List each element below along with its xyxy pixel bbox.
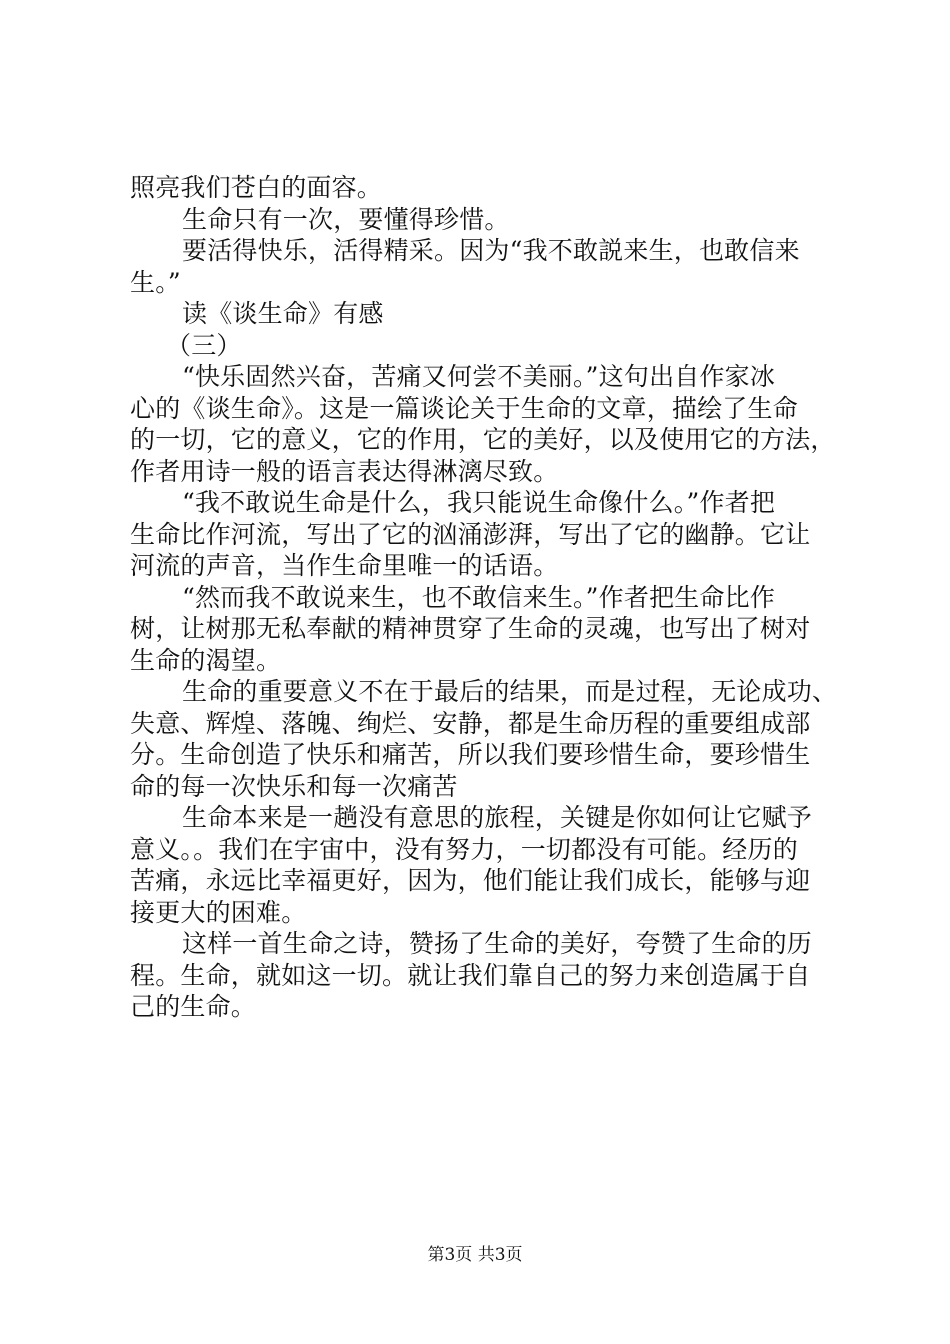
text-line: 失意、辉煌、落魄、绚烂、安静，都是生命历程的重要组成部 [130,708,811,738]
text-line: 接更大的困难。 [130,897,307,927]
text-line: 意义。。我们在宇宙中，没有努力，一切都没有可能。经历的 [130,834,798,864]
text-line: 生命本来是一趟没有意思的旅程，关键是你如何让它赋予 [182,803,813,832]
text-line: 要活得快乐，活得精采。因为“我不敢説来生，也敢信来 [182,236,800,265]
text-line: 树，让树那无私奉献的精神贯穿了生命的灵魂，也写出了树对 [130,614,811,643]
text-line: “我不敢说生命是什么，我只能说生命像什么。”作者把 [182,488,776,517]
text-line: 苦痛，永远比幸福更好，因为，他们能让我们成长，能够与迎 [130,866,811,895]
text-line: 程。生命，就如这一切。就让我们靠自己的努力来创造属于自 [130,960,811,990]
text-line: 作者用诗一般的语言表达得淋漓尽致。 [130,456,559,486]
page-footer: 第3页 共3页 [427,1245,523,1265]
body-text [130,172,838,1023]
text-line: 生。” [130,267,181,297]
text-line: 分。生命创造了快乐和痛苦，所以我们要珍惜生命，要珍惜生 [130,740,811,769]
text-line: “快乐固然兴奋，苦痛又何尝不美丽。”这句出自作家冰 [182,362,776,391]
text-line: 生命只有一次，要懂得珍惜。 [182,204,510,234]
text-line: 读《谈生命》有感 [182,299,384,328]
text-line: 己的生命。 [130,992,257,1021]
text-line: 命的每一次快乐和每一次痛苦 [130,771,458,801]
text-line: 的一切，它的意义，它的作用，它的美好，以及使用它的方法， [130,425,836,454]
text-line: 照亮我们苍白的面容。 [130,173,383,202]
text-line: （三） [166,330,242,360]
text-line: 心的《谈生命》。这是一篇谈论关于生命的文章，描绘了生命 [130,393,798,423]
text-line: 生命的渴望。 [130,645,282,675]
text-line: 生命比作河流，写出了它的汹涌澎湃，写出了它的幽静。它让 [130,519,811,549]
text-line: 生命的重要意义不在于最后的结果，而是过程，无论成功、 [182,677,838,706]
text-line: 这样一首生命之诗，赞扬了生命的美好，夸赞了生命的历 [182,929,813,958]
text-line: “然而我不敢说来生，也不敢信来生。”作者把生命比作 [182,582,776,612]
text-line: 河流的声音，当作生命里唯一的话语。 [130,551,559,580]
